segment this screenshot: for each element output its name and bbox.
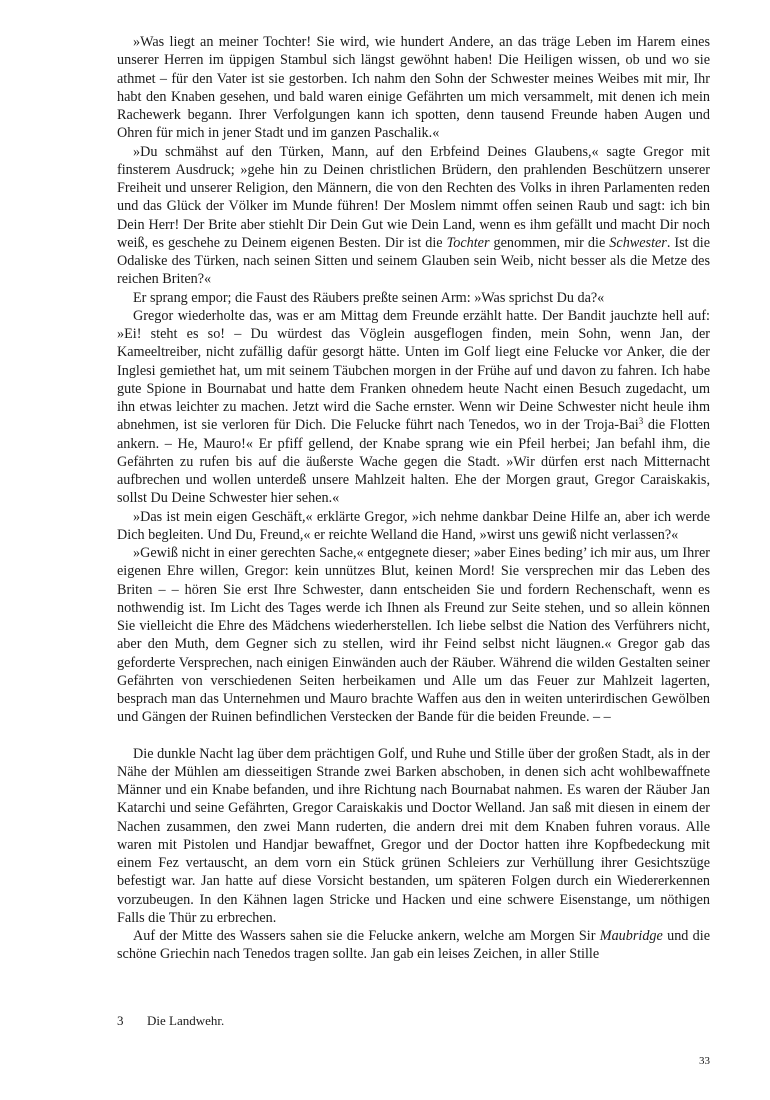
paragraph (117, 745, 710, 928)
paragraph (117, 307, 710, 508)
paragraph-text: »Das ist mein eigen Geschäft,« erklärte Gregor, »ich nehme dankbar Deine Hilfe an, aber ich werde Dich begleiten. Und Du, Freund,« er reichte Welland die Hand, »wirst uns gewiß nicht verlassen?« (117, 508, 710, 543)
page-number: 33 (699, 1055, 710, 1067)
footnote-text: Die Landwehr. (147, 1013, 225, 1028)
paragraph-text: die Flotten ankern. – He, Mauro!« Er pfiff gellend, der Knabe sprang wie ein Pfeil herbei; Jan befahl ihm, die Gefährten zu rufen bis auf die äußerste Wache gegen die Stadt. »Wir dürfen erst nach Mitternacht aufbrechen und wollen unterdeß unsere Mahlzeit halten. Ehe der Morgen graut, Gregor Caraiskakis, sollst Du Deine Schwester hier sehen.« (117, 417, 710, 507)
footnote-reference: 3 (638, 416, 644, 427)
paragraph (117, 508, 710, 545)
paragraph-text: Auf der Mitte des Wassers sahen sie die Felucke ankern, welche am Morgen Sir (133, 928, 600, 944)
paragraph-text: Gregor wiederholte das, was er am Mittag dem Freunde erzählt hatte. Der Bandit jauchzte hell auf: »Ei! steht es so! – Du würdest das Vöglein ausgeflogen finden, mein Sohn, wenn Jan, der Kameeltreiber, nicht zufällig dafür gesorgt hätte. Unten im Golf liegt eine Felucke vor Anker, die der Inglesi gemiethet hat, um mit seinem Täubchen morgen in der Frühe auf und davon zu fahren. Ich habe gute Spione in Bournabat und hatte dem Franken ohnedem heute Nacht einen Besuch zugedacht, um ihn etwas leichter zu machen. Jetzt wird die Sache ernster. Wenn wir Deine Schwester nicht heule ihm abnehmen, ist sie verloren für Dich. Die Felucke führt nach Tenedos, wo in der Troja-Bai (117, 307, 710, 434)
paragraph (117, 289, 710, 307)
emphasis-text: Schwester (609, 234, 667, 251)
emphasis-text: Maubridge (599, 928, 663, 944)
paragraph-text: Er sprang empor; die Faust des Räubers preßte seinen Arm: »Was sprichst Du da?« (133, 289, 605, 306)
paragraph (117, 544, 710, 727)
paragraph (117, 927, 710, 964)
paragraph-text: genommen, mir die (489, 234, 610, 251)
page-body (117, 33, 710, 964)
section-break (117, 727, 710, 745)
paragraph-text: »Was liegt an meiner Tochter! Sie wird, wie hundert Andere, an das träge Leben im Harem eines unserer Herren im üppigen Stambul sich längst gewöhnt haben! Die Heiligen wissen, ob und wo sie athmet – für den Vater ist sie gestorben. Ich nahm den Sohn der Schwester meines Weibes mit mir, Ihr habt den Knaben gesehen, und bald waren einige Gefährten um mich versammelt, mit denen ich mein Rachewerk begann. Ihrer Verfolgungen kann ich spotten, denn tausend Freunde haben Augen und Ohren für mich in jener Stadt und im ganzen Paschalik.« (117, 34, 710, 142)
footnote-number: 3 (117, 1013, 124, 1028)
paragraph (117, 143, 710, 289)
emphasis-text: Tochter (446, 234, 490, 251)
paragraph-text: und die schöne Griechin nach Tenedos tragen sollte. Jan gab ein leises Zeichen, in aller Stille (117, 928, 710, 963)
paragraph-text: »Du schmähst auf den Türken, Mann, auf den Erbfeind Deines Glaubens,« sagte Gregor mit finsterem Ausdruck; »gehe hin zu Deinen christlichen Brüdern, den prahlenden Beschützern unserer Freiheit und unserer Religion, den Männern, die von den Rechten des Volks in ihren Parlamenten reden und das Glück der Völker im Munde führen! Der Moslem nimmt offen seinen Raub und sagt: ich bin Dein Herr! Der Brite aber stiehlt Dir Dein Gut wie Dein Land, wenn es ihm gefällt und macht Dir noch weiß, es geschehe zu Deinem eigenen Besten. Dir ist die (117, 143, 710, 251)
paragraph-text: . Ist die Odaliske des Türken, nach seinen Sitten und seinem Glauben sein Weib, nicht besser als die Metze des reichen Briten?« (117, 234, 710, 288)
paragraph-text: Die dunkle Nacht lag über dem prächtigen Golf, und Ruhe und Stille über der großen Stadt, als in der Nähe der Mühlen am diesseitigen Strande zwei Barken abschoben, in denen sich acht wohlbewaffnete Männer und ein Knabe befanden, und ihre Richtung nach Bournabat nahmen. Es waren der Räuber Jan Katarchi und seine Gefährten, Gregor Caraiskakis und Doctor Welland. Jan saß mit diesen in einem der Nachen zusammen, den zwei Mann ruderten, die andern drei mit dem Knaben fuhren voraus. Alle waren mit Pistolen und Handjar bewaffnet, Gregor und der Doctor hatten ihre Kopfbedeckung mit einem Fez vertauscht, an dem vorn ein Stück grünen Schleiers zur Verhüllung ihrer Gesichtszüge befestigt war. Jan hatte auf diese Vorsicht bestanden, um späteren Folgen durch ein Wiedererkennen vorzubeugen. In den Kähnen lagen Stricke und Hacken und eine schwere Eisenstange, um nöthigen Falls die Thür zu erbrechen. (117, 745, 710, 926)
paragraph (117, 33, 710, 143)
paragraph-text: »Gewiß nicht in einer gerechten Sache,« entgegnete dieser; »aber Eines beding’ ich mir aus, um Ihrer eigenen Ehre willen, Gregor: kein unnützes Blut, keinen Mord! Sie versprechen mir das Leben des Briten – – hören Sie erst Ihre Schwester, dann entscheiden Sie und fordern Rechenschaft, wenn es nothwendig ist. Im Licht des Tages werde ich Ihnen als Freund zur Seite stehen, und so allein können Sie vielleicht die Ehre des Mädchens wiederherstellen. Ich liebe selbst die Nation des Verführers nicht, aber den Muth, dem Gegner sich zu stellen, wird ihr Feind selbst nicht läugnen.« Gregor gab das geforderte Versprechen, nach einigen Einwänden auch der Räuber. Während die wilden Gestalten seiner Gefährten von verschiedenen Seiten herbeikamen und Alle um das Feuer zur Mahlzeit lagerten, besprach man das Unternehmen und Mauro brachte Waffen aus den in weiten unterirdischen Gewölben und Gängen der Ruinen befindlichen Verstecken der Bande für die beiden Freunde. – – (117, 545, 710, 726)
footnote (117, 1013, 710, 1029)
